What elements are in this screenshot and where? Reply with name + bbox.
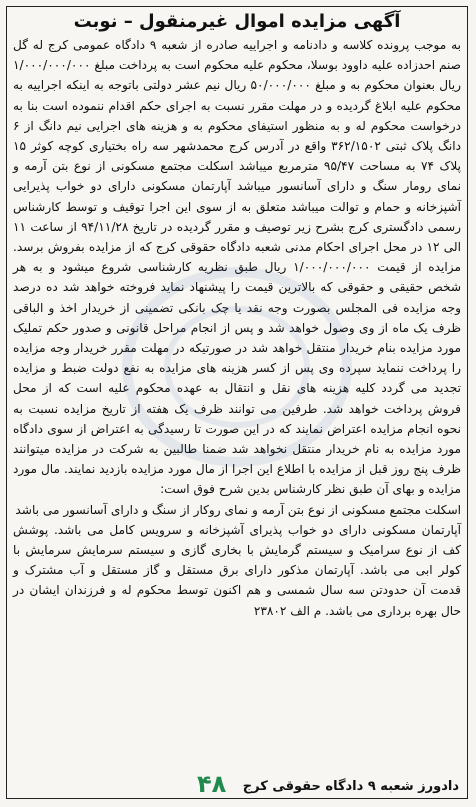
notice-body bbox=[7, 35, 467, 621]
notice-paragraph: اسکلت مجتمع مسکونی از نوع بتن آرمه و نمای روکار از سنگ و دارای آسانسور می باشد bbox=[15, 502, 461, 517]
auction-notice bbox=[6, 6, 468, 799]
notice-paragraph: آپارتمان مسکونی دارای دو خواب پذیرای آشپزخانه و سرویس کامل می باشد. پوشش کف از نوع سرامیک و سیستم گرمایش با بخاری گازی و سیستم سرمایش سرمایش با کولر ابی می باشد. آپارتمان مذکور دارای برق مستقل و گاز مستقل و آب مشترک و قدمت آن حدودتن سه سال شمسی و هم اکنون توسط محکوم له و فرزندان ایشان در حال بهره برداری می باشد. م الف ۲۳۸۰۲ bbox=[13, 522, 461, 618]
signature: دادورز شعبه ۹ دادگاه حقوقی کرج bbox=[242, 779, 459, 794]
notice-paragraph: به موجب پرونده کلاسه و دادنامه و اجراییه صادره از شعبه ۹ دادگاه عمومی کرج له گل صنم احدزاده علیه داوود بوسلا، محکوم علیه محکوم است به پرداخت مبلغ ۱/۰۰۰/۰۰۰/۰۰۰ ریال بعنوان محکوم به و مبلغ ۵۰/۰۰۰/۰۰۰ ریال نیم عشر دولتی باتوجه به اینکه اجراییه به محکوم علیه ابلاغ گردیده و در مهلت مقرر نسبت به اجرای حکم اقدام ننموده است بنا به درخواست محکوم له و به منظور استیفای محکوم به و هزینه های اجرایی نیم دانگ از ۶ دانگ پلاک ثبتی ۳۶۲/۱۵۰۲ واقع در آدرس کرج محمدشهر سه راه بختیاری کوچه کوثر ۱۵ پلاک ۷۴ به مساحت ۹۵/۴۷ مترمربع میباشد اسکلت مجتمع مسکونی از نوع بتن آرمه و نمای رومار سنگ و دارای آسانسور میباشد آپارتمان مسکونی دارای دو خواب پذیرایی آشپزخانه و حمام و توالت میباشد متعلق به از سوی این اجرا توقیف و توسط کارشناس رسمی دادگستری کرج بشرح زیر توصیف و مقرر گردیده در تاریخ ۹۴/۱۱/۲۸ از ساعت ۱۱ الی ۱۲ در محل اجرای احکام مدنی شعبه دادگاه حقوقی کرج که از مزایده بفروش برسد. مزایده از قیمت ۱/۰۰۰/۰۰۰/۰۰۰ ریال طبق نظریه کارشناسی شروع میشود و به هر شخص حقیقی و حقوقی که بالاترین قیمت را پیشنهاد نماید فروخته خواهد شد ده درصد وجه مزایده فی المجلس بصورت وجه نقد یا چک بانکی تضمینی از خریدار اخذ و الباقی ظرف یک ماه از وی وصول خواهد شد و پس از انجام مراحل قانونی و صدور حکم تملیک مورد مزایده بنام خریدار منتقل خواهد شد در صورتیکه در مهلت مقرر خریدار وجه مزایده را پرداخت ننماید سپرده وی پس از کسر هزینه های مزایده به نفع دولت ضبط و مزایده تجدید می گردد کلیه هزینه های نقل و انتقال به عهده محکوم علیه است که از محل فروش پرداخت خواهد شد. طرفین می توانند ظرف یک هفته از تاریخ مزایده نسبت به نحوه انجام مزایده اعتراض نمایند که در این صورت تا رسیدگی به اعتراض از سوی دادگاه مورد مزایده به نام خریدار منتقل نخواهد شد ضمنا طالبین به شرکت در مزایده میتوانند ظرف پنج روز قبل از مزایده با اطلاع این اجرا از مال مورد مزایده بازدید نمایند. مال مورد مزایده و بهای آن طبق نظر کارشناس بدین شرح فوق است: bbox=[13, 38, 462, 497]
page-number: ۴۸ bbox=[197, 770, 227, 798]
notice-footer bbox=[7, 772, 467, 796]
notice-title: آگهی مزایده اموال غیرمنقول – نوبت bbox=[73, 11, 401, 32]
